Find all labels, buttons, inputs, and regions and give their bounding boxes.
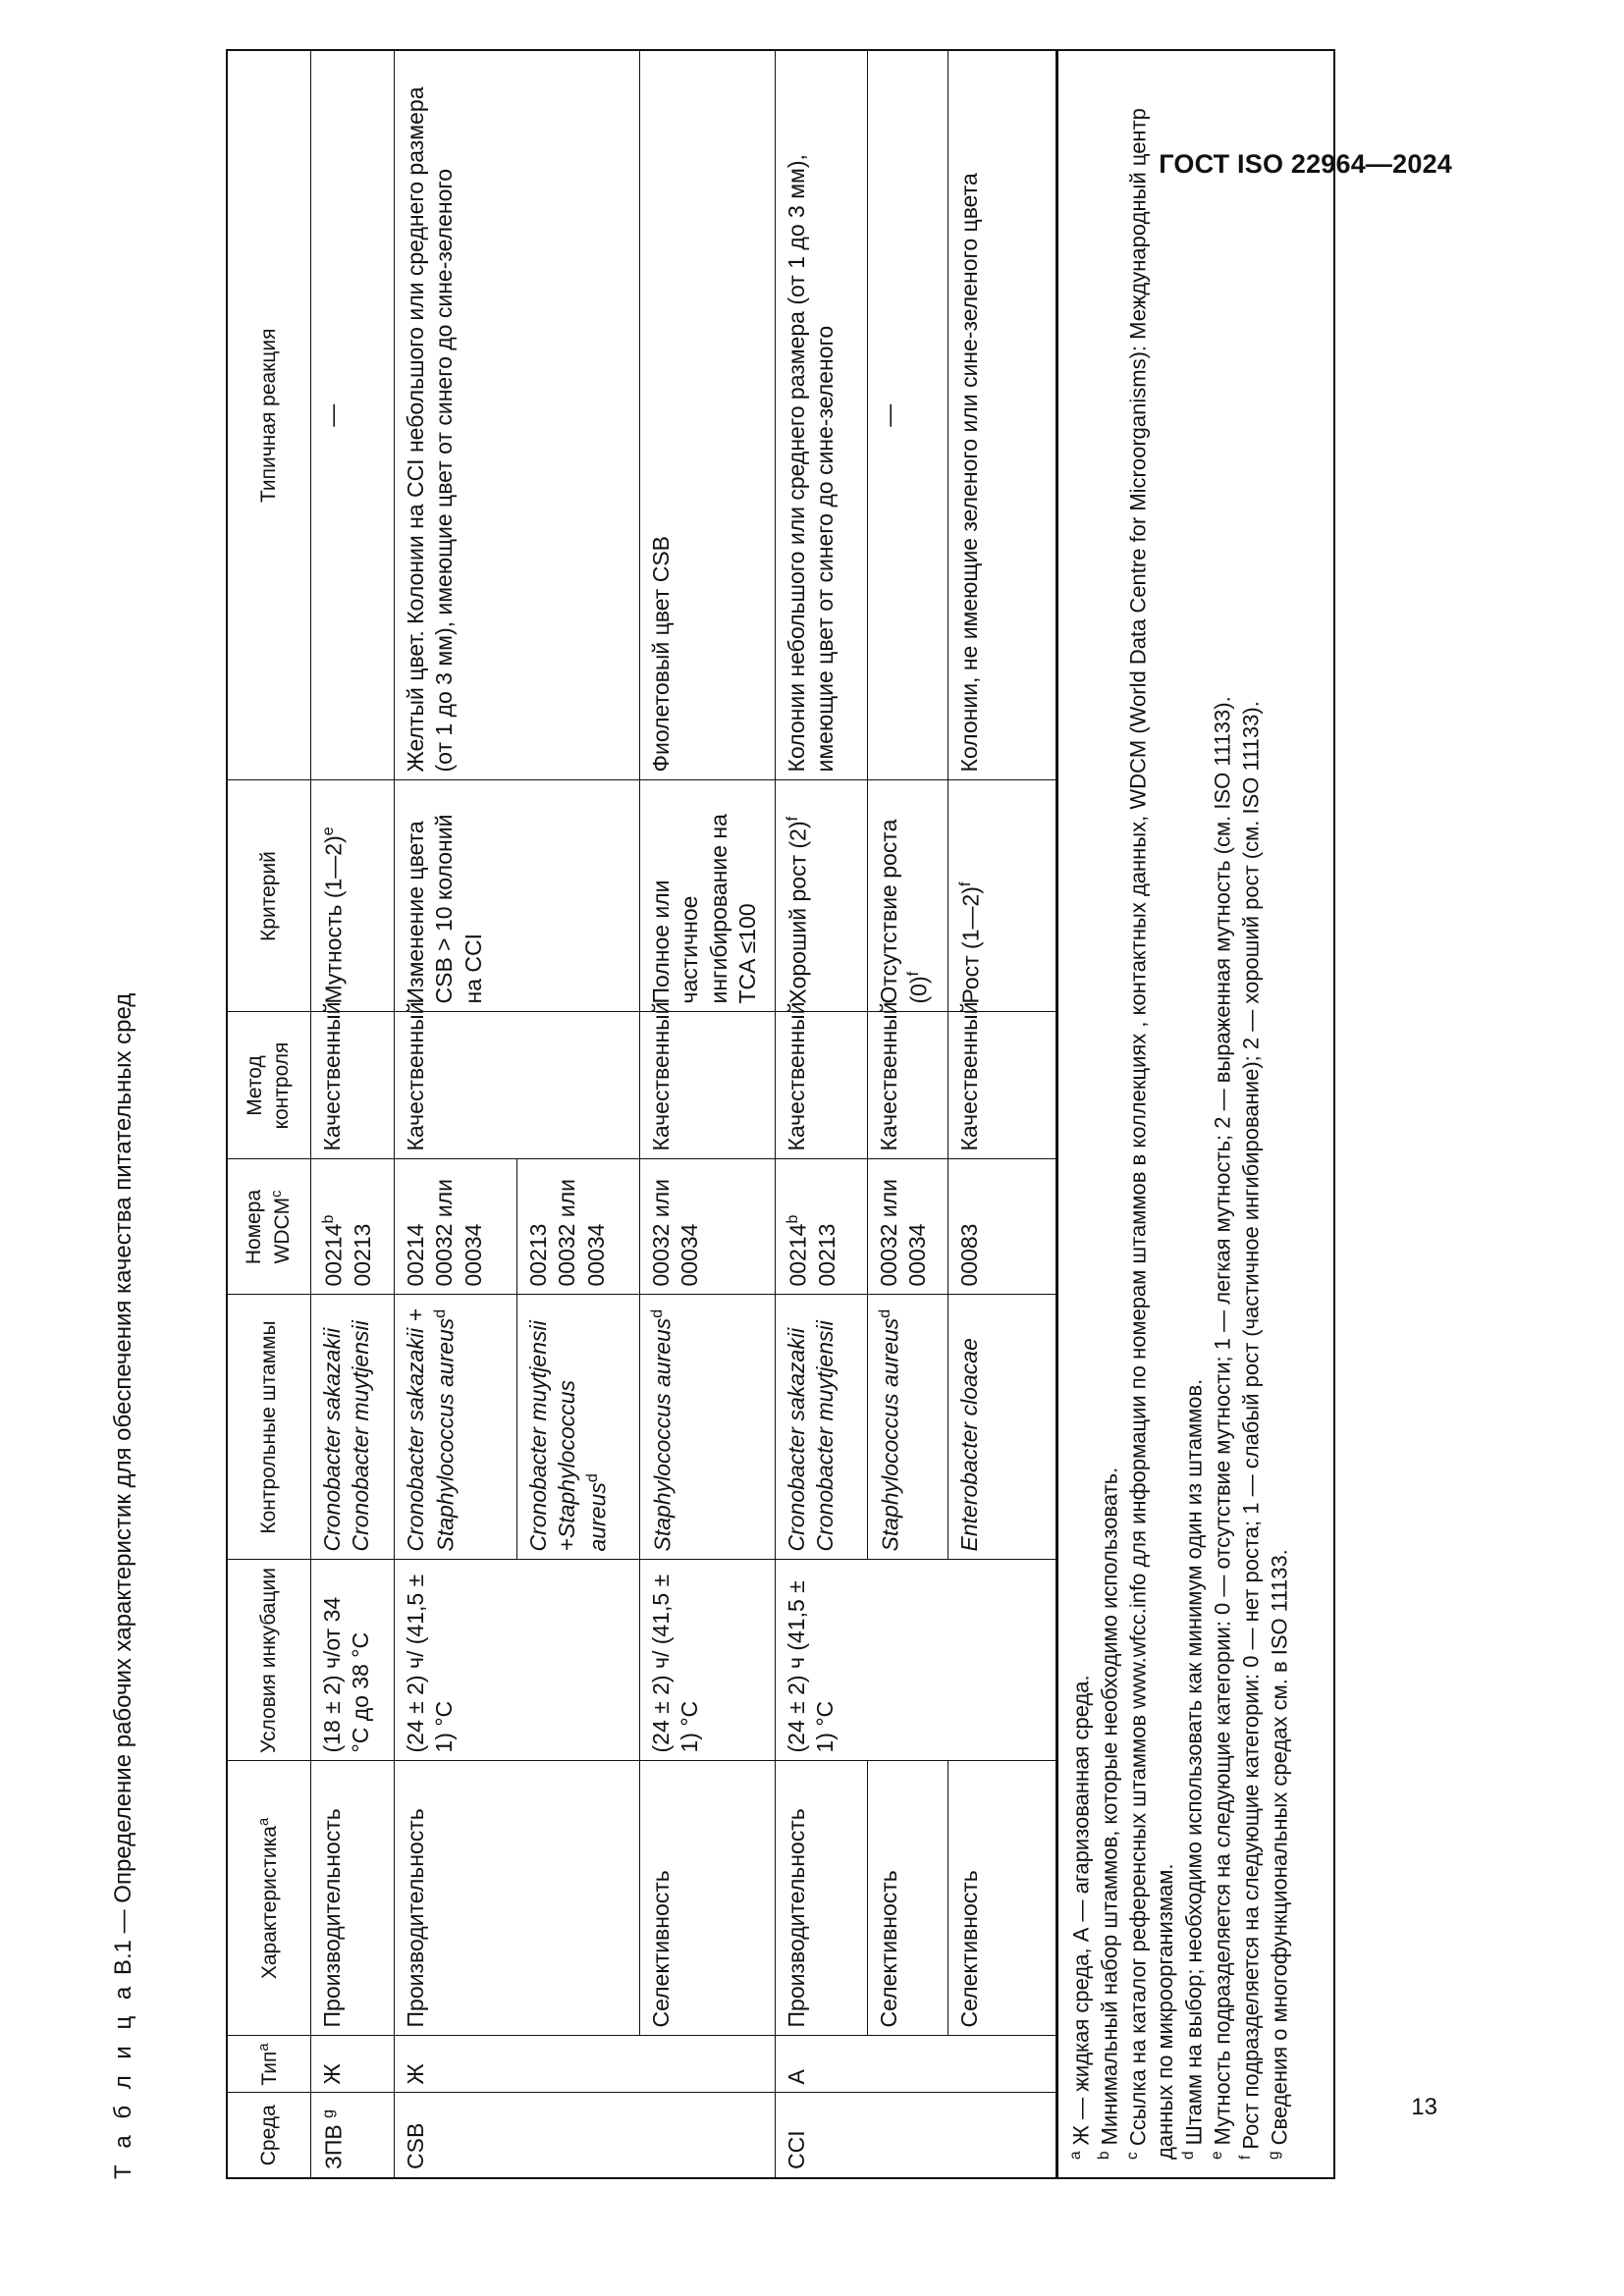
cell-medium: CSB bbox=[395, 2093, 776, 2177]
col-method: Метод контроля bbox=[228, 1012, 311, 1159]
cell-criterion: Изменение цвета CSB > 10 колоний на CCI bbox=[395, 780, 640, 1012]
cell-method: Качественный bbox=[868, 1012, 948, 1159]
table-row bbox=[640, 51, 776, 2177]
cell-strains: Staphylococcus aureus$^d$ bbox=[640, 1295, 776, 1560]
media-quality-table bbox=[228, 51, 1056, 2177]
cell-reaction: Колонии небольшого или среднего размера (от 1 до 3 мм), имеющие цвет от синего до сине-зеленого bbox=[776, 51, 868, 780]
col-strains: Контрольные штаммы bbox=[228, 1295, 311, 1560]
note-b: $^b$ Минимальный набор штаммов, которые необходимо использовать. bbox=[1096, 1467, 1122, 2160]
col-medium: Среда bbox=[228, 2093, 311, 2177]
caption-number: В.1 bbox=[110, 1940, 136, 1976]
cell-reaction: Фиолетовый цвет CSB bbox=[640, 51, 776, 780]
cell-incubation: (24 ± 2) ч/ (41,5 ± 1) °С bbox=[640, 1560, 776, 1761]
cell-medium: ЗПВ $^g$ bbox=[311, 2093, 395, 2177]
table-row bbox=[395, 51, 517, 2177]
document-header: ГОСТ ISO 22964—2024 bbox=[1159, 149, 1452, 179]
caption-title: — Определение рабочих характеристик для обеспечения качества питательных сред bbox=[110, 992, 136, 1941]
table-row bbox=[868, 51, 948, 2177]
cell-characteristic: Селективность bbox=[868, 1761, 948, 2036]
cell-type: А bbox=[776, 2036, 1056, 2093]
cell-method: Качественный bbox=[948, 1012, 1056, 1159]
cell-criterion: Рост (1—2)$^f$ bbox=[948, 780, 1056, 1012]
cell-strains: Cronobacter sakazakii + Staphylococcus aureus$^d$ bbox=[395, 1295, 517, 1560]
cell-characteristic: Селективность bbox=[948, 1761, 1056, 2036]
cell-reaction: Колонии, не имеющие зеленого или сине-зеленого цвета bbox=[948, 51, 1056, 780]
table-header-row bbox=[228, 51, 311, 2177]
cell-wdcm: 00214$^b$ 00213 bbox=[776, 1159, 868, 1295]
table-row bbox=[311, 51, 395, 2177]
col-characteristic: Характеристика$^a$ bbox=[228, 1761, 311, 2036]
cell-incubation: (24 ± 2) ч/ (41,5 ± 1) °С bbox=[395, 1560, 640, 1761]
cell-criterion: Хороший рост $(2)^f$ bbox=[776, 780, 868, 1012]
col-incubation: Условия инкубации bbox=[228, 1560, 311, 1761]
table-row bbox=[948, 51, 1056, 2177]
cell-strains: Cronobacter muytjensii +Staphylococcus aureus$^d$ bbox=[517, 1295, 640, 1560]
cell-characteristic: Производительность bbox=[776, 1761, 868, 2036]
cell-wdcm: 00032 или 00034 bbox=[868, 1159, 948, 1295]
table-caption bbox=[110, 993, 137, 2179]
cell-wdcm: 00083 bbox=[948, 1159, 1056, 1295]
cell-criterion: Полное или частичное ингибирование на TCA ≤100 bbox=[640, 780, 776, 1012]
caption-prefix: Т а б л и ц а bbox=[110, 1981, 136, 2179]
page-number: 13 bbox=[1411, 2094, 1437, 2120]
col-criterion: Критерий bbox=[228, 780, 311, 1012]
cell-strains: Cronobacter sakazakii Cronobacter muytjensii bbox=[776, 1295, 868, 1560]
table-row bbox=[776, 51, 868, 2177]
cell-criterion: Отсутствие роста $(0)^f$ bbox=[868, 780, 948, 1012]
cell-method: Качественный bbox=[395, 1012, 640, 1159]
col-reaction: Типичная реакция bbox=[228, 51, 311, 780]
note-g: $^g$ Сведения о многофункциональных средах см. в ISO 11133. bbox=[1266, 1549, 1292, 2160]
cell-wdcm: 00214$^b$ 00213 bbox=[311, 1159, 395, 1295]
note-f: $^f$ Рост подразделяется на следующие категории: 0 — нет роста; 1 — слабый рост (частичное ингибирование); 2 — хороший рост (см. ISO 11133). bbox=[1236, 701, 1264, 2160]
note-a: $^a$ Ж — жидкая среда, А — агаризованная среда. bbox=[1067, 1675, 1094, 2160]
cell-wdcm: 00032 или 00034 bbox=[640, 1159, 776, 1295]
cell-reaction: Желтый цвет. Колонии на CCI небольшого или среднего размера (от 1 до 3 мм), имеющие цвет от синего до сине-зеленого bbox=[395, 51, 640, 780]
cell-strains: Enterobacter cloacae bbox=[948, 1295, 1056, 1560]
cell-strains: Cronobacter sakazakii Cronobacter muytjensii bbox=[311, 1295, 395, 1560]
cell-characteristic: Производительность bbox=[395, 1761, 640, 2036]
rotated-table-block bbox=[110, 29, 1292, 2179]
cell-medium: CCI bbox=[776, 2093, 1056, 2177]
cell-criterion: Мутность (1—2)$^e$ bbox=[311, 780, 395, 1012]
cell-characteristic: Селективность bbox=[640, 1761, 776, 2036]
cell-reaction: — bbox=[868, 51, 948, 780]
cell-incubation: (24 ± 2) ч (41,5 ± 1) °С bbox=[776, 1560, 1056, 1761]
cell-method: Качественный bbox=[776, 1012, 868, 1159]
cell-wdcm: 00213 00032 или 00034 bbox=[517, 1159, 640, 1295]
cell-method: Качественный bbox=[311, 1012, 395, 1159]
note-d: $^d$ Штамм на выбор; необходимо использовать как минимум один из штаммов. bbox=[1179, 1378, 1207, 2160]
cell-type: Ж bbox=[311, 2036, 395, 2093]
table-frame bbox=[226, 49, 1335, 2179]
note-c: $^c$ Ссылка на каталог референсных штаммов www.wfcc.info для информации по номерам штаммов в коллекциях , контактных данных, WDCM (World Data Centre for Microorganisms): Международный центр данных по микроорганизмам. bbox=[1124, 108, 1178, 2160]
note-e: $^e$ Мутность подразделяется на следующие категории: 0 — отсутствие мутности; 1 — легкая мутность; 2 — выраженная мутность (см. ISO 11133). bbox=[1208, 696, 1235, 2160]
cell-method: Качественный bbox=[640, 1012, 776, 1159]
cell-incubation: (18 ± 2) ч/от 34 °С до 38 °С bbox=[311, 1560, 395, 1761]
cell-reaction: — bbox=[311, 51, 395, 780]
cell-type: Ж bbox=[395, 2036, 776, 2093]
cell-strains: Staphylococcus aureus$^d$ bbox=[868, 1295, 948, 1560]
table-notes bbox=[1056, 51, 1301, 2177]
col-wdcm: Номера WDCM$^c$ bbox=[228, 1159, 311, 1295]
cell-wdcm: 00214 00032 или 00034 bbox=[395, 1159, 517, 1295]
col-type: Тип$^a$ bbox=[228, 2036, 311, 2093]
cell-characteristic: Производительность bbox=[311, 1761, 395, 2036]
